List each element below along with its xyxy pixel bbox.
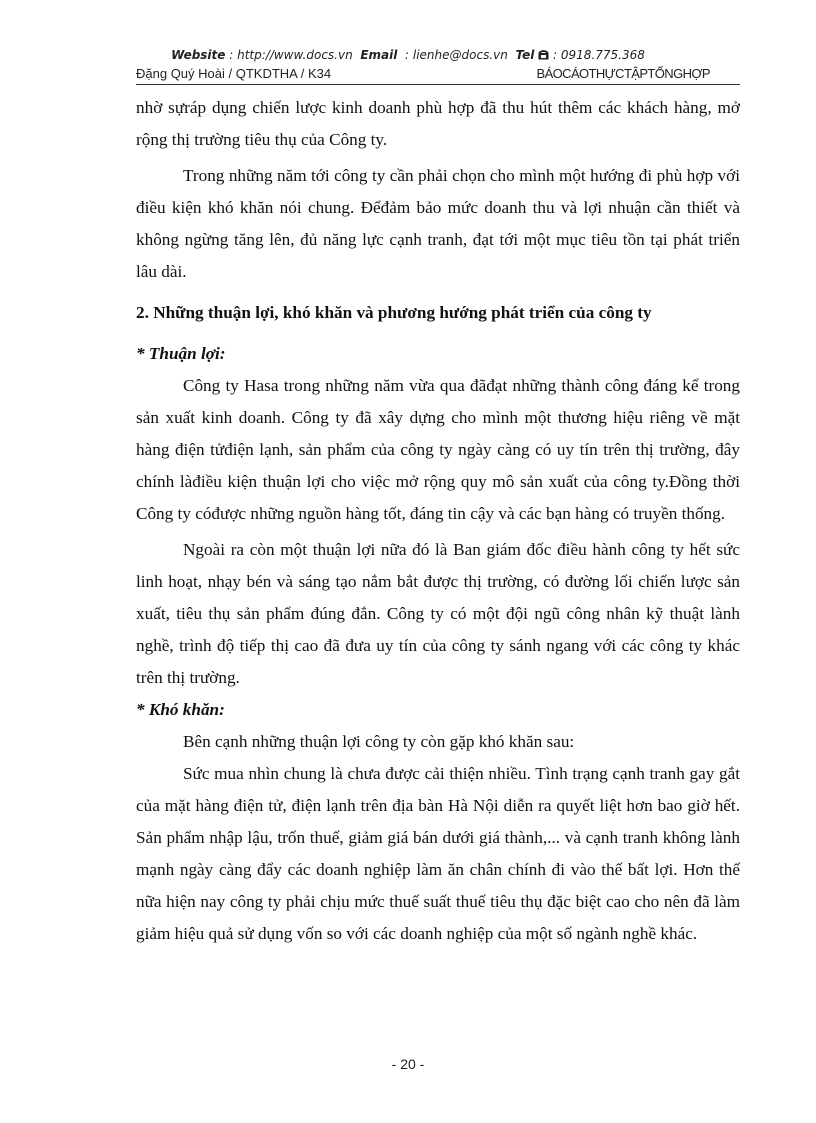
site-header: [0, 48, 816, 62]
email-label: Email: [360, 48, 398, 62]
phone-icon: [538, 50, 549, 60]
website-label: Website: [171, 48, 226, 62]
paragraph: Sức mua nhìn chung là chưa được cải thiện nhiều. Tình trạng cạnh tranh gay gắt của mặt hàng điện tử, điện lạnh trên địa bàn Hà Nội diễn ra quyết liệt hơn bao giờ hết. Sản phẩm nhập lậu, trốn thuế, giảm giá bán dưới giá thành,... và cạnh tranh không lành mạnh ngày càng đẩy các doanh nghiệp làm ăn chân chính đi vào thế bất lợi. Hơn thế nữa hiện nay công ty phải chịu mức thuế suất thuế tiêu thụ đặc biệt cao cho nên đã làm giảm hiệu quả sử dụng vốn so với các doanh nghiệp của một số ngành nghề khác.: [136, 764, 740, 943]
paragraph: Ngoài ra còn một thuận lợi nữa đó là Ban giám đốc điều hành công ty hết sức linh hoạt, nhạy bén và sáng tạo nắm bắt được thị trường, có đường lối chiến lược sản xuất, tiêu thụ sản phẩm đúng đắn. Công ty có một đội ngũ công nhân kỹ thuật lành nghề, trình độ tiếp thị cao đã đưa uy tín của công ty sánh ngang với các công ty khác trên thị trường.: [136, 540, 740, 687]
page-content: [136, 92, 740, 950]
author-info: Đặng Quý Hoài / QTKDTHA / K34: [136, 66, 332, 81]
paragraph: Trong những năm tới công ty cần phải chọn cho mình một hướng đi phù hợp với điều kiện khó khăn nói chung. Đểđảm bảo mức doanh thu và lợi nhuận cần thiết và không ngừng tăng lên, đủ năng lực cạnh tranh, đạt tới một mục tiêu tồn tại phát triển lâu dài.: [136, 166, 740, 281]
paragraph: Bên cạnh những thuận lợi công ty còn gặp khó khăn sau:: [183, 732, 575, 751]
subheading-difficulties: * Khó khăn:: [136, 700, 225, 719]
subheading-advantages: * Thuận lợi:: [136, 344, 226, 363]
paragraph: nhờ sựráp dụng chiến lược kinh doanh phù hợp đã thu hút thêm các khách hàng, mở rộng thị trường tiêu thụ của Công ty.: [136, 98, 740, 149]
report-title: BÁOCÁOTHỰCTẬPTỔNGHỢP: [536, 66, 710, 81]
tel-value: : 0918.775.368: [553, 48, 645, 62]
document-header: [136, 66, 740, 85]
email-value: : lienhe@docs.vn: [405, 48, 508, 62]
paragraph: Công ty Hasa trong những năm vừa qua đãđạt những thành công đáng kể trong sản xuất kinh doanh. Công ty đã xây dựng cho mình một thương hiệu riêng về mặt hàng điện tửđiện lạnh, sản phẩm của công ty ngày càng có uy tín trên thị trường, đây chính làđiều kiện thuận lợi cho việc mở rộng quy mô sản xuất của công ty.Đồng thời Công ty cóđược những nguồn hàng tốt, đáng tin cậy và các bạn hàng có truyền thống.: [136, 376, 740, 523]
tel-label: Tel: [515, 48, 535, 62]
website-value: : http://www.docs.vn: [229, 48, 353, 62]
section-heading: 2. Những thuận lợi, khó khăn và phương hướng phát triển của công ty: [136, 303, 652, 322]
page-number: - 20 -: [391, 1056, 425, 1072]
